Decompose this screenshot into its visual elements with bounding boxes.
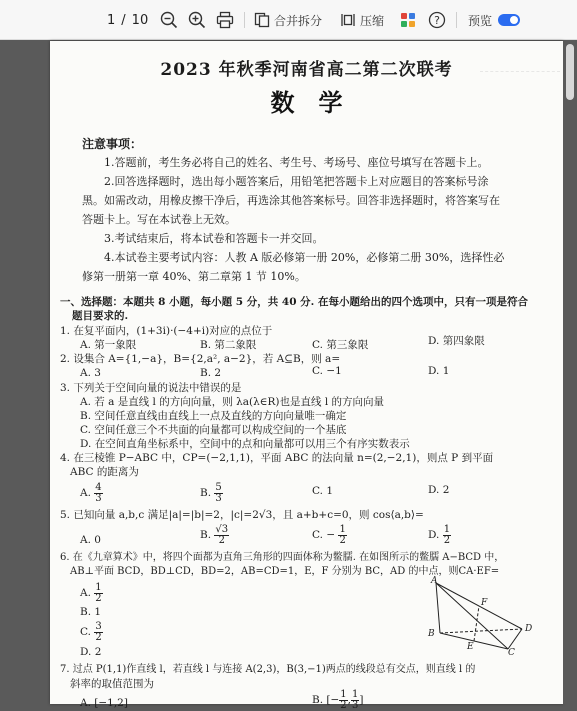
- note-line: 答题卡上。写在本试卷上无效。: [82, 213, 236, 226]
- zoom-in-button[interactable]: [188, 0, 206, 40]
- question-1-option-b: B. 第二象限: [200, 339, 257, 351]
- merge-split-icon: [254, 12, 270, 28]
- question-1-option-a: A. 第一象限: [80, 339, 137, 351]
- question-3-option-b: B. 空间任意直线由直线上一点及直线的方向向量唯一确定: [80, 410, 347, 422]
- question-6-option-a: A. $\frac{1}{2}$: [80, 581, 102, 604]
- question-3-option-c: C. 空间任意三个不共面的向量都可以构成空间的一个基底: [80, 424, 347, 436]
- svg-text:?: ?: [434, 14, 440, 27]
- compress-button[interactable]: [340, 0, 384, 40]
- question-7-option-b: B. [− $\frac{1}{2}$ , $\frac{1}{3}$ ]: [312, 688, 364, 711]
- figure-label-b: B: [428, 629, 435, 639]
- question-4-stem: 4. 在三棱锥 P−ABC 中，CP=(−2,1,1)，平面 ABC 的法向量 n=(2,−2,1)，则点 P 到平面: [60, 452, 494, 464]
- scroll-track[interactable]: [563, 41, 577, 704]
- help-icon: [428, 11, 446, 29]
- zoom-in-icon: [188, 11, 206, 29]
- question-4-stem-cont: ABC 的距离为: [70, 466, 139, 478]
- section-heading-cont: 题目要求的.: [72, 310, 129, 322]
- printer-icon: [216, 11, 234, 29]
- question-3-option-d: D. 在空间直角坐标系中，空间中的点和向量都可以用三个有序实数表示: [80, 438, 410, 450]
- question-2-stem: 2. 设集合 A={1,−a}，B={2,a², a−2}，若 A⊆B，则 a=: [60, 353, 341, 365]
- preview-label: 预览: [468, 13, 493, 28]
- question-2-option-b: B. 2: [200, 367, 222, 379]
- figure-label-d: D: [525, 624, 533, 634]
- question-4-option-d: D. 2: [428, 484, 450, 496]
- note-line: 4.本试卷主要考试内容：人教 A 版必修第一册 20%，必修第二册 30%，选择性必: [104, 251, 505, 264]
- question-3-option-a: A. 若 a 是直线 l 的方向向量，则 λa(λ∈R)也是直线 l 的方向向量: [80, 396, 385, 408]
- note-line: 3.考试结束后，将本试卷和答题卡一并交回。: [104, 232, 324, 245]
- current-page[interactable]: 1: [107, 12, 116, 28]
- pdf-toolbar: [0, 0, 577, 40]
- exam-subject: 数学: [270, 88, 367, 117]
- question-6-stem: 6. 在《九章算术》中，将四个面都为直角三角形的四面体称为鳖臑. 在如图所示的鳖臑 A−BCD 中，: [60, 552, 505, 563]
- question-6-option-c: C. $\frac{3}{2}$: [80, 620, 102, 643]
- question-6-stem-cont: AB⊥平面 BCD，BD⊥CD，BD=2，AB=CD=1，E，F 分别为 BC，AD 的中点，则CA·EF=: [70, 566, 500, 577]
- question-5-option-a: A. 0: [80, 534, 101, 546]
- toolbar-divider: [244, 12, 245, 28]
- note-line: 2.回答选择题时，选出每小题答案后，用铅笔把答题卡上对应题目的答案标号涂: [104, 175, 489, 188]
- question-2-option-a: A. 3: [80, 367, 101, 379]
- figure-label-a: A: [431, 576, 438, 586]
- figure-label-f: F: [481, 598, 488, 608]
- figure-label-e: E: [467, 642, 474, 652]
- preview-switch[interactable]: [498, 14, 520, 26]
- question-1-stem: 1. 在复平面内，(1+3i)·(−4+i)对应的点位于: [60, 325, 273, 337]
- zoom-out-icon: [160, 11, 178, 29]
- scrollbar-thumb[interactable]: [566, 44, 574, 100]
- exam-title: 2023 年秋季河南省高二第二次联考: [160, 60, 453, 80]
- note-line: 修第一册第一章 40%、第二章第 1 节 10%。: [82, 270, 306, 283]
- apps-grid-icon: [400, 12, 416, 28]
- section-heading: 一、选择题：本题共 8 小题，每小题 5 分，共 40 分. 在每小题给出的四个选项中，只有一项是符合: [60, 296, 528, 308]
- print-button[interactable]: [216, 0, 234, 40]
- question-4-option-b: B. $\frac{5}{3}$: [200, 481, 222, 504]
- help-button[interactable]: [428, 0, 446, 40]
- question-6-option-d: D. 2: [80, 646, 102, 658]
- question-1-option-d: D. 第四象限: [428, 335, 485, 347]
- compress-label: 压缩: [360, 13, 385, 28]
- question-1-option-c: C. 第三象限: [312, 339, 369, 351]
- compress-icon: [340, 12, 356, 28]
- question-5-option-b: B. $\frac{√3}{2}$: [200, 523, 229, 546]
- note-line: 黑。如需改动，用橡皮擦干净后，再选涂其他答案标号。回答非选择题时，将答案写在: [82, 194, 500, 207]
- note-line: 1.答题前，考生务必将自己的姓名、考生号、考场号、座位号填写在答题卡上。: [104, 156, 489, 169]
- question-4-option-a: A. $\frac{4}{3}$: [80, 481, 102, 504]
- apps-button[interactable]: [400, 0, 416, 40]
- question-4-option-c: C. 1: [312, 485, 334, 497]
- question-3-stem: 3. 下列关于空间向量的说法中错误的是: [60, 382, 242, 394]
- question-7-stem-cont: 斜率的取值范围为: [70, 678, 154, 690]
- question-5-stem: 5. 已知向量 a,b,c 满足|a|=|b|=2，|c|=2√3，且 a+b+c=0，则 cos⟨a,b⟩=: [60, 509, 424, 521]
- page-separator: /: [121, 12, 126, 28]
- question-2-option-d: D. 1: [428, 365, 450, 377]
- tetrahedron-figure: [426, 575, 536, 658]
- figure-label-c: C: [508, 648, 515, 658]
- page-indicator[interactable]: [104, 0, 151, 40]
- zoom-out-button[interactable]: [160, 0, 178, 40]
- question-5-option-d: D. $\frac{1}{2}$: [428, 523, 451, 546]
- document-page: [50, 41, 563, 711]
- merge-split-label: 合并拆分: [274, 13, 323, 28]
- merge-split-button[interactable]: [254, 0, 322, 40]
- question-2-option-c: C. −1: [312, 365, 342, 377]
- preview-toggle[interactable]: [468, 0, 520, 40]
- question-6-option-b: B. 1: [80, 606, 102, 618]
- question-7-stem: 7. 过点 P(1,1)作直线 l，若直线 l 与连接 A(2,3)，B(3,−1)两点的线段总有交点，则直线 l 的: [60, 664, 476, 675]
- notes-heading: 注意事项：: [82, 137, 143, 151]
- total-pages: 10: [131, 12, 149, 28]
- question-7-option-a: A. [−1,2]: [80, 697, 128, 709]
- toolbar-divider: [456, 12, 457, 28]
- question-5-option-c: C. − $\frac{1}{2}$: [312, 523, 346, 546]
